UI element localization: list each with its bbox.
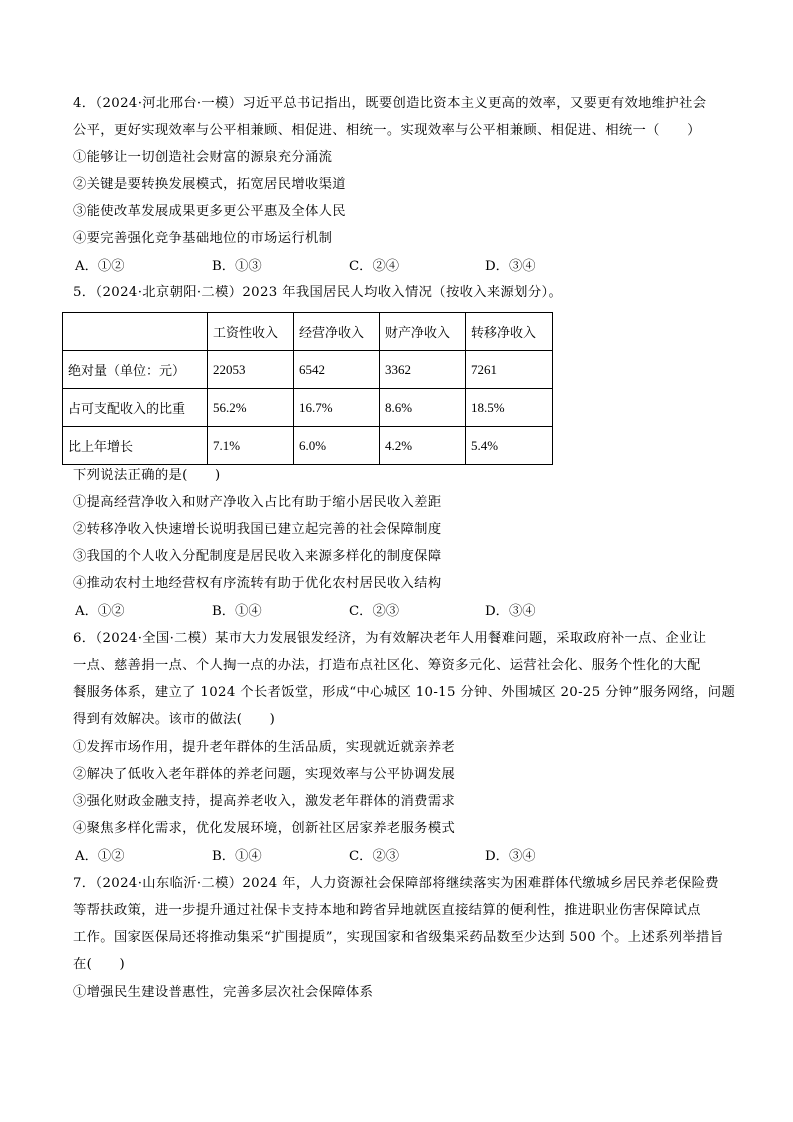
table-cell: 6.0% (294, 427, 380, 465)
q6-option-a[interactable]: A．①② (75, 849, 125, 864)
q4-item-1: ①能够让一切创造社会财富的源泉充分涌流 (73, 150, 333, 165)
q4-option-a[interactable]: A．①② (75, 259, 125, 274)
q5-option-d[interactable]: D．③④ (485, 604, 536, 619)
table-row (63, 427, 553, 465)
q6-option-b[interactable]: B．①④ (212, 849, 262, 864)
table-cell: 7261 (466, 351, 553, 389)
table-cell: 8.6% (380, 389, 466, 427)
q6-stem-line-4: 得到有效解决。该市的做法( ) (73, 712, 276, 727)
table-row-label: 绝对量（单位：元） (63, 351, 208, 389)
q6-item-1: ①发挥市场作用，提升老年群体的生活品质，实现就近就亲养老 (73, 740, 456, 755)
q4-item-3: ③能使改革发展成果更多更公平惠及全体人民 (73, 204, 346, 219)
table-cell: 3362 (380, 351, 466, 389)
table-cell: 16.7% (294, 389, 380, 427)
q6-stem-line-3: 餐服务体系，建立了 1024 个长者饭堂，形成“中心城区 10-15 分钟、外围城区 20-25 分钟”服务网络，问题 (73, 685, 736, 700)
table-cell: 6542 (294, 351, 380, 389)
q5-item-3: ③我国的个人收入分配制度是居民收入来源多样化的制度保障 (73, 549, 442, 564)
q5-item-2: ②转移净收入快速增长说明我国已建立起完善的社会保障制度 (73, 522, 442, 537)
q4-stem-line-1: 4．（2024·河北邢台·一模）习近平总书记指出，既要创造比资本主义更高的效率，又要更有效地维护社会 (73, 96, 707, 111)
table-header-cell (63, 313, 208, 351)
q5-item-4: ④推动农村土地经营权有序流转有助于优化农村居民收入结构 (73, 576, 442, 591)
table-row-label: 比上年增长 (63, 427, 208, 465)
q6-stem-line-2: 一点、慈善捐一点、个人掏一点的办法，打造布点社区化、筹资多元化、运营社会化、服务个性化的大配 (73, 658, 701, 673)
q4-option-d[interactable]: D．③④ (485, 259, 536, 274)
q5-item-1: ①提高经营净收入和财产净收入占比有助于缩小居民收入差距 (73, 495, 442, 510)
q4-stem-line-2: 公平，更好实现效率与公平相兼顾、相促进、相统一。实现效率与公平相兼顾、相促进、相统一（ ） (73, 123, 701, 138)
table-cell: 4.2% (380, 427, 466, 465)
table-header-row (63, 313, 553, 351)
table-header-cell: 财产净收入 (380, 313, 466, 351)
q6-option-c[interactable]: C．②③ (349, 849, 400, 864)
q7-item-1: ①增强民生建设普惠性，完善多层次社会保障体系 (73, 985, 374, 1000)
q6-item-4: ④聚焦多样化需求，优化发展环境，创新社区居家养老服务模式 (73, 821, 456, 836)
q4-option-b[interactable]: B．①③ (212, 259, 262, 274)
q6-item-3: ③强化财政金融支持，提高养老收入，激发老年群体的消费需求 (73, 794, 456, 809)
q5-prompt: 下列说法正确的是( ) (73, 468, 221, 483)
q6-stem-line-1: 6．（2024·全国·二模）某市大力发展银发经济，为有效解决老年人用餐难问题，采取政府补一点、企业让 (73, 631, 707, 646)
q6-option-d[interactable]: D．③④ (485, 849, 536, 864)
table-cell: 18.5% (466, 389, 553, 427)
q4-item-2: ②关键是要转换发展模式，拓宽居民增收渠道 (73, 177, 346, 192)
table-header-cell: 工资性收入 (208, 313, 294, 351)
q5-option-c[interactable]: C．②③ (349, 604, 400, 619)
q7-stem-line-3: 工作。国家医保局还将推动集采“扩围提质”，实现国家和省级集采药品数至少达到 500 个。上述系列举措旨 (73, 930, 724, 945)
table-header-cell: 经营净收入 (294, 313, 380, 351)
q7-stem-line-2: 等帮扶政策，进一步提升通过社保卡支持本地和跨省异地就医直接结算的便利性，推进职业伤害保障试点 (73, 903, 701, 918)
q5-option-b[interactable]: B．①④ (212, 604, 262, 619)
table-cell: 56.2% (208, 389, 294, 427)
table-row (63, 351, 553, 389)
q5-option-a[interactable]: A．①② (75, 604, 125, 619)
table-cell: 7.1% (208, 427, 294, 465)
q7-stem-line-1: 7．（2024·山东临沂·二模）2024 年，人力资源社会保障部将继续落实为困难群体代缴城乡居民养老保险费 (73, 876, 719, 891)
table-cell: 5.4% (466, 427, 553, 465)
q7-stem-line-4: 在( ) (73, 957, 126, 972)
q4-item-4: ④要完善强化竞争基础地位的市场运行机制 (73, 231, 333, 246)
table-header-cell: 转移净收入 (466, 313, 553, 351)
table-row-label: 占可支配收入的比重 (63, 389, 208, 427)
table-row (63, 389, 553, 427)
q5-stem-line-1: 5．（2024·北京朝阳·二模）2023 年我国居民人均收入情况（按收入来源划分）。 (73, 285, 563, 300)
table-cell: 22053 (208, 351, 294, 389)
q4-option-c[interactable]: C．②④ (349, 259, 400, 274)
q6-item-2: ②解决了低收入老年群体的养老问题，实现效率与公平协调发展 (73, 767, 456, 782)
income-table (62, 312, 553, 465)
